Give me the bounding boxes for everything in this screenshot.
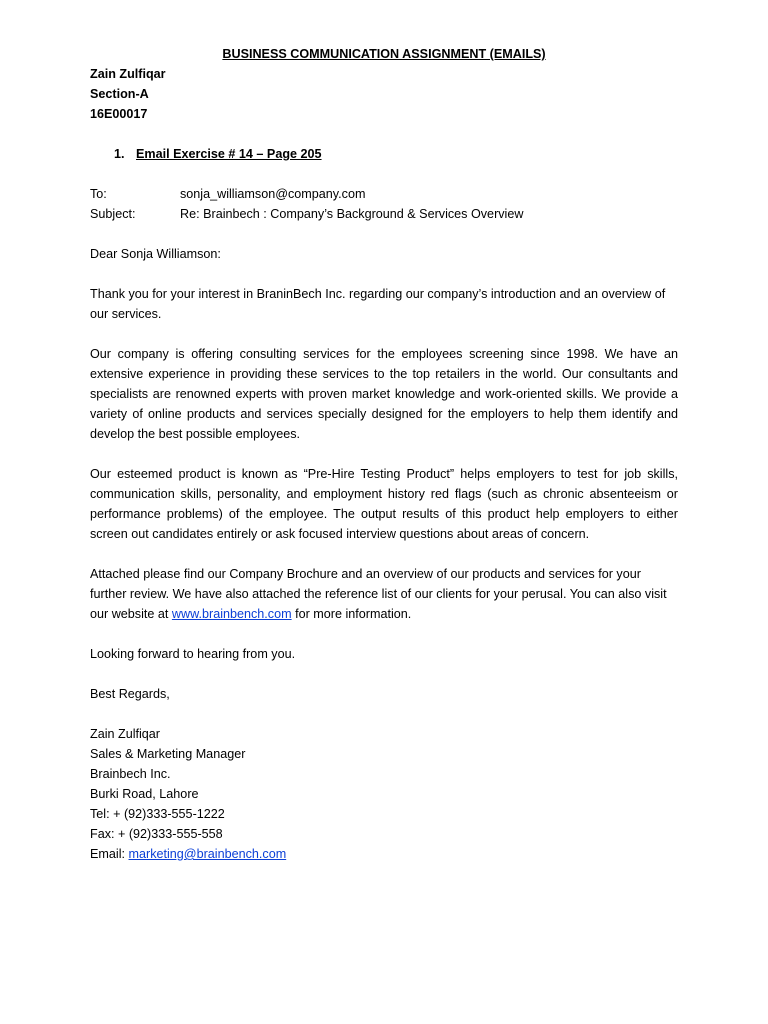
signature-email-label: Email:: [90, 847, 129, 861]
student-id: 16E00017: [90, 107, 148, 121]
spacer: [90, 444, 678, 464]
subject-value: Re: Brainbech : Company’s Background & Services Overview: [180, 207, 524, 221]
attachments-text: Attached please find our Company Brochure and an overview of our products and services for your further review. We have also attached the reference list of our clients for your perusal. You can also visit our website at: [90, 567, 667, 621]
signature-address: Burki Road, Lahore: [90, 787, 199, 801]
signature-tel: Tel: + (92)333-555-1222: [90, 807, 225, 821]
spacer: [90, 164, 678, 184]
spacer: [90, 544, 678, 564]
spacer: [90, 324, 678, 344]
document-page: [90, 44, 678, 864]
spacer: [90, 704, 678, 724]
student-section: Section-A: [90, 87, 149, 101]
spacer: [90, 124, 678, 144]
document-title: BUSINESS COMMUNICATION ASSIGNMENT (EMAILS): [222, 47, 546, 61]
signature-block: [90, 724, 678, 864]
signature-name: Zain Zulfiqar: [90, 727, 160, 741]
spacer: [90, 224, 678, 244]
to-field: [90, 184, 678, 204]
to-value: sonja_williamson@company.com: [180, 187, 366, 201]
signature-email: [90, 844, 678, 864]
closing-line: Looking forward to hearing from you.: [90, 647, 296, 661]
exercise-number: 1.: [114, 147, 125, 161]
subject-field: [90, 204, 678, 224]
spacer: [90, 664, 678, 684]
spacer: [90, 264, 678, 284]
to-label: To:: [90, 187, 107, 201]
email-link[interactable]: marketing@brainbench.com: [128, 847, 287, 861]
signature-title: Sales & Marketing Manager: [90, 747, 246, 761]
paragraph-intro: Thank you for your interest in BraninBech Inc. regarding our company’s introduction and an overview of our services.: [90, 287, 666, 321]
sign-off: Best Regards,: [90, 687, 170, 701]
website-link[interactable]: www.brainbench.com: [171, 607, 292, 621]
paragraph-attachments: [90, 564, 678, 624]
subject-label: Subject:: [90, 207, 136, 221]
signature-company: Brainbech Inc.: [90, 767, 171, 781]
paragraph-company: Our company is offering consulting services for the employees screening since 1998. We have an extensive experience in providing these services to the top retailers in the world. Our consultants and specialists are renowned experts with proven market knowledge and work-oriented skills. We provide a variety of online products and services specially designed for the employers to help them identify and develop the best possible employees.: [90, 347, 678, 441]
student-name: Zain Zulfiqar: [90, 67, 166, 81]
exercise-heading: [114, 144, 678, 164]
attachments-text-end: for more information.: [291, 607, 412, 621]
signature-fax: Fax: + (92)333-555-558: [90, 827, 223, 841]
exercise-label: Email Exercise # 14 – Page 205: [136, 147, 322, 161]
greeting: Dear Sonja Williamson:: [90, 247, 221, 261]
paragraph-product: Our esteemed product is known as “Pre-Hire Testing Product” helps employers to test for job skills, communication skills, personality, and employment history red flags (such as chronic absenteeism or performance problems) of the employee. The output results of this product help employers to either screen out candidates entirely or ask focused interview questions about areas of concern.: [90, 467, 678, 541]
spacer: [90, 624, 678, 644]
